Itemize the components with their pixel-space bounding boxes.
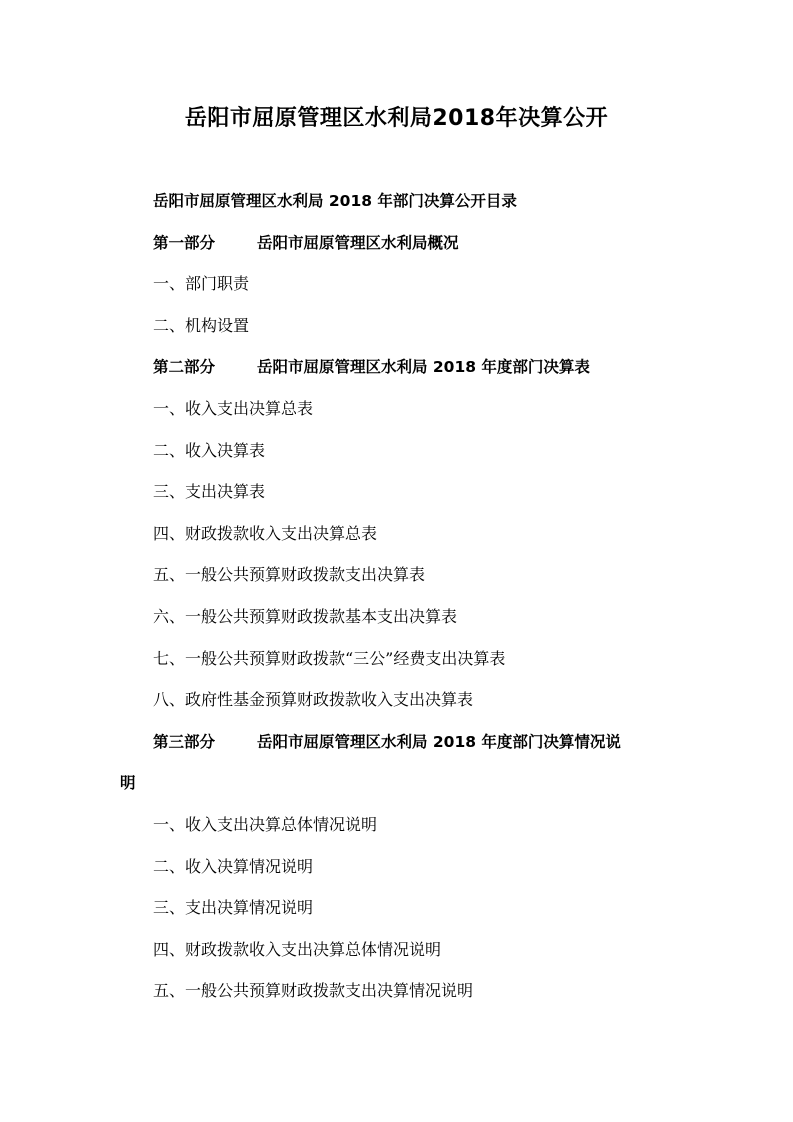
toc-part2-heading	[120, 354, 700, 396]
toc-part3-label: 第三部分	[153, 732, 216, 751]
toc-part2-title: 岳阳市屈原管理区水利局 2018 年度部门决算表	[257, 358, 590, 377]
toc-part1-title: 岳阳市屈原管理区水利局概况	[257, 233, 459, 252]
toc-item: 七、一般公共预算财政拨款“三公”经费支出决算表	[153, 648, 506, 668]
toc-item: 六、一般公共预算财政拨款基本支出决算表	[153, 606, 458, 626]
document-title: 岳阳市屈原管理区水利局2018年决算公开	[184, 106, 609, 131]
toc-item: 二、收入决算表	[153, 440, 266, 460]
toc-part1-heading	[120, 230, 700, 272]
toc-item: 三、支出决算表	[153, 482, 266, 502]
toc-part3-heading	[120, 729, 700, 771]
table-of-contents	[120, 188, 700, 1020]
toc-item: 二、收入决算情况说明	[153, 856, 314, 876]
toc-item: 四、财政拨款收入支出决算总表	[153, 523, 378, 543]
toc-item: 三、支出决算情况说明	[153, 898, 314, 918]
toc-part3-title-wrap: 明	[120, 774, 136, 793]
toc-item: 一、收入支出决算总表	[153, 398, 314, 418]
toc-item: 八、政府性基金预算财政拨款收入支出决算表	[153, 690, 474, 710]
toc-item: 四、财政拨款收入支出决算总体情况说明	[153, 939, 442, 959]
toc-part1-label: 第一部分	[153, 233, 216, 252]
toc-item: 一、收入支出决算总体情况说明	[153, 814, 378, 834]
toc-item: 五、一般公共预算财政拨款支出决算情况说明	[153, 981, 474, 1001]
toc-item: 一、部门职责	[153, 274, 250, 294]
toc-item: 五、一般公共预算财政拨款支出决算表	[153, 565, 426, 585]
toc-part2-label: 第二部分	[153, 358, 216, 377]
toc-item: 二、机构设置	[153, 315, 250, 335]
toc-heading: 岳阳市屈原管理区水利局 2018 年部门决算公开目录	[153, 192, 517, 210]
toc-part3-title: 岳阳市屈原管理区水利局 2018 年度部门决算情况说	[257, 732, 621, 751]
